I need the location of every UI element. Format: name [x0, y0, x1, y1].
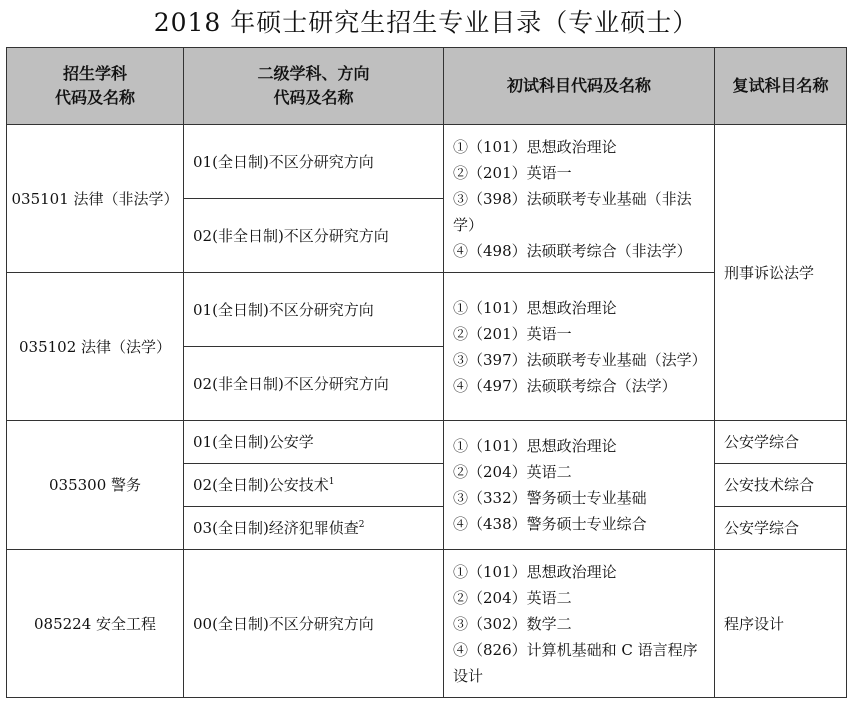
- exam-item: ②（204）英语二: [453, 588, 572, 607]
- exam-item: ④（826）计算机基础和 C 语言程序设计: [453, 640, 698, 685]
- page-title: 2018 年硕士研究生招生专业目录（专业硕士）: [153, 8, 699, 37]
- catalog-table: [6, 47, 847, 698]
- exam-cell: [444, 273, 715, 421]
- exam-item: ②（201）英语一: [453, 324, 572, 343]
- exam-cell: [444, 421, 715, 550]
- table-row: [7, 125, 847, 199]
- exam-item: ④（498）法硕联考综合（非法学）: [453, 241, 692, 260]
- exam-item: ④（438）警务硕士专业综合: [453, 515, 647, 533]
- subject-cell: 035300 警务: [7, 421, 184, 550]
- direction-cell: 00(全日制)不区分研究方向: [184, 550, 444, 698]
- exam-cell: [444, 550, 715, 698]
- retest-cell: 公安学综合: [715, 421, 847, 464]
- exam-item: ②（204）英语二: [453, 463, 572, 481]
- subject-cell: 085224 安全工程: [7, 550, 184, 698]
- footnote-marker: 2: [358, 520, 365, 530]
- exam-item: ①（101）思想政治理论: [453, 137, 617, 156]
- header-direction: [184, 48, 444, 125]
- exam-item: ②（201）英语一: [453, 163, 572, 182]
- direction-label: 01(全日制)公安学: [193, 433, 314, 451]
- header-exam: 初试科目代码及名称: [444, 48, 715, 125]
- direction-cell: [184, 464, 444, 507]
- header-subject: [7, 48, 184, 125]
- header-direction-line2: 代码及名称: [273, 88, 354, 107]
- direction-cell: 02(非全日制)不区分研究方向: [184, 347, 444, 421]
- table-row: [7, 550, 847, 698]
- header-subject-line2: 代码及名称: [54, 88, 135, 107]
- direction-label: 02(全日制)公安技术: [193, 476, 329, 494]
- exam-item: ③（332）警务硕士专业基础: [453, 489, 647, 507]
- retest-cell: 程序设计: [715, 550, 847, 698]
- exam-item: ①（101）思想政治理论: [453, 298, 617, 317]
- retest-cell: 刑事诉讼法学: [715, 125, 847, 421]
- header-row: [7, 48, 847, 125]
- exam-item: ③（398）法硕联考专业基础（非法学）: [453, 189, 692, 234]
- header-retest: 复试科目名称: [715, 48, 847, 125]
- exam-item: ④（497）法硕联考综合（法学）: [453, 376, 677, 395]
- retest-cell: 公安学综合: [715, 507, 847, 550]
- exam-item: ③（302）数学二: [453, 614, 572, 633]
- retest-cell: 公安技术综合: [715, 464, 847, 507]
- exam-item: ①（101）思想政治理论: [453, 562, 617, 581]
- direction-cell: [184, 421, 444, 464]
- footnote-marker: 1: [328, 477, 335, 487]
- direction-cell: 01(全日制)不区分研究方向: [184, 125, 444, 199]
- subject-cell: 035102 法律（法学）: [7, 273, 184, 421]
- header-subject-line1: 招生学科: [62, 64, 127, 83]
- table-row: [7, 421, 847, 464]
- subject-cell: 035101 法律（非法学）: [7, 125, 184, 273]
- direction-cell: 01(全日制)不区分研究方向: [184, 273, 444, 347]
- exam-item: ③（397）法硕联考专业基础（法学）: [453, 350, 707, 369]
- direction-cell: 02(非全日制)不区分研究方向: [184, 199, 444, 273]
- exam-cell: [444, 125, 715, 273]
- direction-cell: [184, 507, 444, 550]
- header-direction-line1: 二级学科、方向: [257, 64, 370, 83]
- direction-label: 03(全日制)经济犯罪侦查: [193, 519, 359, 537]
- exam-item: ①（101）思想政治理论: [453, 437, 617, 455]
